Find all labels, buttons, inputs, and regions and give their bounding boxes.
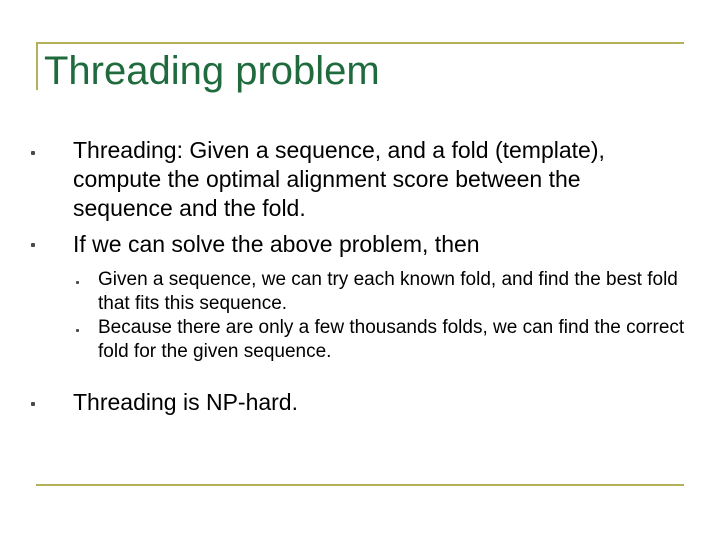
bullet-dot bbox=[31, 151, 35, 155]
bullet-np-hard: Threading is NP-hard. bbox=[73, 389, 298, 415]
bullet-if-solve: If we can solve the above problem, then bbox=[73, 231, 480, 257]
footer-rule bbox=[36, 484, 684, 486]
sub-bullet-dot bbox=[76, 281, 79, 284]
bullet-dot bbox=[31, 402, 35, 406]
title-frame-top-rule bbox=[36, 42, 684, 44]
sub-bullet-few-thousand-folds: Because there are only a few thousands folds, we can find the correct fold for the given sequence. bbox=[98, 317, 685, 362]
title-frame-vertical-rule bbox=[36, 42, 38, 90]
sub-bullet-try-each-fold: Given a sequence, we can try each known fold, and find the best fold that fits this sequence. bbox=[98, 269, 678, 314]
bullet-threading-definition: Threading: Given a sequence, and a fold (template), compute the optimal alignment score between the sequence and the fold. bbox=[73, 137, 605, 221]
slide-title: Threading problem bbox=[44, 49, 380, 93]
sub-bullet-dot bbox=[76, 329, 79, 332]
bullet-dot bbox=[31, 243, 35, 247]
